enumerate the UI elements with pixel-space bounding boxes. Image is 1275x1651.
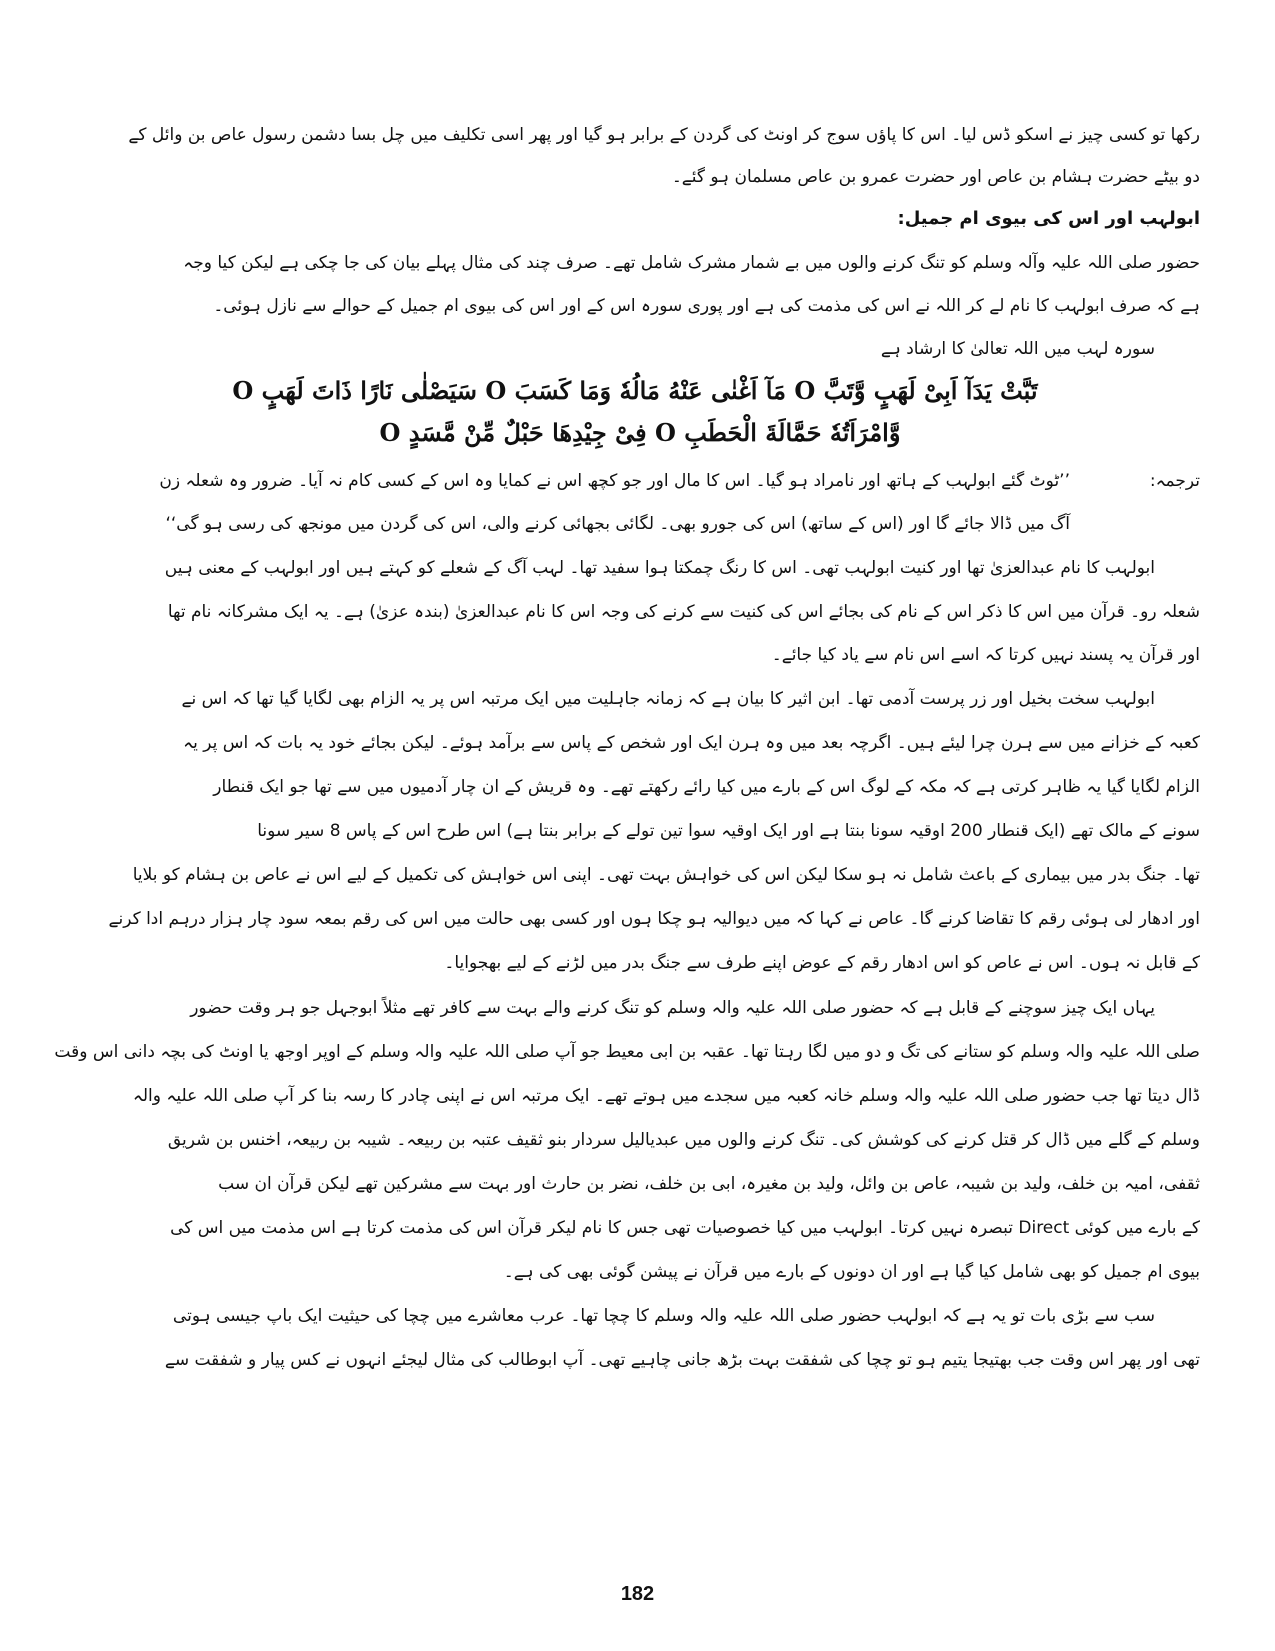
quran-verse-line: وَّامْرَاَتُهٗ حَمَّالَةَ الْحَطَبِ O فِیْ جِيْدِهَا حَبْلٌ مِّنْ مَّسَدٍ O [379,418,901,447]
text-line: تھا۔ جنگ بدر میں بیماری کے باعث شامل نہ ہو سکا لیکن اس کی خواہش بہت تھی۔ اپنی اس خواہش کی تکمیل کے لیے اس نے عاص بن ہشام کو بلایا [132,865,1200,885]
quran-verse-line: تَبَّتْ يَدَآ اَبِیْ لَهَبٍ وَّتَبَّ O مَآ اَغْنٰی عَنْهُ مَالُهٗ وَمَا كَسَبَ O سَيَصْلٰى نَارًا ذَاتَ لَهَبٍ O [232,376,1038,405]
text-line: سونے کے مالک تھے (ایک قنطار 200 اوقیہ سونا بنتا ہے اور ایک اوقیہ سوا تین تولے کے برابر بنتا ہے) اس طرح اس کے پاس 8 سیر سونا [257,821,1200,841]
text-line: اور قرآن یہ پسند نہیں کرتا کہ اسے اس نام سے یاد کیا جائے۔ [771,645,1200,665]
text-line: الزام لگایا گیا یہ ظاہر کرتی ہے کہ مکہ کے لوگ اس کے بارے میں کیا رائے رکھتے تھے۔ وہ قریش کے ان چار آدمیوں میں سے تھا جو ایک قنطار [213,777,1200,797]
text-line: ڈال دیتا تھا جب حضور صلی اللہ علیہ والہ وسلم خانہ کعبہ میں سجدے میں ہوتے تھے۔ ایک مرتبہ اس نے اپنی چادر کا رسہ بنا کر آپ صلی اللہ علیہ والہ [132,1086,1200,1106]
text-line: وسلم کے گلے میں ڈال کر قتل کرنے کی کوشش کی۔ تنگ کرنے والوں میں عبدیالیل سردار بنو ثقیف عتبہ بن ربیعہ۔ شیبہ بن ربیعہ، اخنس بن شریق [167,1130,1200,1150]
text-line: یہاں ایک چیز سوچنے کے قابل ہے کہ حضور صلی اللہ علیہ والہ وسلم کو تنگ کرنے والے بہت سے کافر تھے مثلاً ابوجہل جو ہر وقت حضور [190,998,1155,1018]
text-line: ابولہب سخت بخیل اور زر پرست آدمی تھا۔ ابن اثیر کا بیان ہے کہ زمانہ جاہلیت میں ایک مرتبہ اس پر یہ الزام بھی لگایا گیا تھا کہ اس نے [181,689,1155,709]
text-line: شعلہ رو۔ قرآن میں اس کا ذکر اس کے نام کی بجائے اس کی کنیت سے کرنے کی وجہ اس کا نام عبدالعزیٰ (بندہ عزیٰ) ہے۔ یہ ایک مشرکانہ نام تھا [167,602,1200,622]
text-line: ثقفی، امیہ بن خلف، ولید بن شیبہ، عاص بن وائل، ولید بن مغیرہ، ابی بن خلف، نضر بن حارث اور بہت سے مشرکین تھے لیکن قرآن ان سب [218,1174,1200,1194]
text-line: سورہ لہب میں اللہ تعالیٰ کا ارشاد ہے [880,339,1155,359]
text-line: ابولہب کا نام عبدالعزیٰ تھا اور کنیت ابولہب تھی۔ اس کا رنگ چمکتا ہوا سفید تھا۔ لہب آگ کے شعلے کو کہتے ہیں اور ابولہب کے معنی ہیں [164,558,1155,578]
text-line: بیوی ام جمیل کو بھی شامل کیا گیا ہے اور ان دونوں کے بارے میں قرآن نے پیشن گوئی بھی کی ہے۔ [503,1262,1200,1282]
text-line: سب سے بڑی بات تو یہ ہے کہ ابولہب حضور صلی اللہ علیہ والہ وسلم کا چچا تھا۔ عرب معاشرے میں چچا کی حیثیت ایک باپ جیسی ہوتی [172,1306,1155,1326]
translation-line: آگ میں ڈالا جائے گا اور (اس کے ساتھ) اس کی جورو بھی۔ لگائی بجھائی کرنے والی، اس کی گردن میں مونجھ کی رسی ہو گی‘‘ [165,514,1070,534]
text-line: کعبہ کے خزانے میں سے ہرن چرا لیئے ہیں۔ اگرچہ بعد میں وہ ہرن ایک اور شخص کے پاس سے برآمد ہوئے۔ لیکن بجائے خود یہ بات کہ اس پر یہ [183,733,1200,753]
text-line: ہے کہ صرف ابولہب کا نام لے کر اللہ نے اس کی مذمت کی ہے اور پوری سورہ اس کے اور اس کی بیوی ام جمیل کے حوالے سے نازل ہوئی۔ [213,296,1200,316]
translation-line: ’’ٹوٹ گئے ابولہب کے ہاتھ اور نامراد ہو گیا۔ اس کا مال اور جو کچھ اس نے کمایا وہ اس کے کسی کام نہ آیا۔ ضرور وہ شعلہ زن [159,471,1070,491]
section-heading: ابولہب اور اس کی بیوی ام جمیل: [897,208,1200,229]
page-number: 182 [620,1583,655,1605]
text-line: تھی اور پھر اس وقت جب بھتیجا یتیم ہو تو چچا کی شفقت بہت بڑھ جانی چاہیے تھی۔ آپ ابوطالب کی مثال لیجئے انہوں نے کس پیار و شفقت سے [164,1350,1200,1370]
text-line: اور ادھار لی ہوئی رقم کا تقاضا کرنے گا۔ عاص نے کہا کہ میں دیوالیہ ہو چکا ہوں اور کسی بھی حالت میں اس کی رقم بمعہ سود چار ہزار درہم ادا کرنے [108,909,1200,929]
translation-label: ترجمہ: [1149,471,1200,491]
text-line: صلی اللہ علیہ والہ وسلم کو ستانے کی تگ و دو میں لگا رہتا تھا۔ عقبہ بن ابی معیط جو آپ صلی اللہ علیہ والہ وسلم کے اوپر اوجھ یا اونٹ کی بچہ دانی اس وقت [54,1042,1200,1062]
text-line: کے قابل نہ ہوں۔ اس نے عاص کو اس ادھار رقم کے عوض اپنے طرف سے جنگ بدر میں لڑنے کے لیے بھجوایا۔ [444,953,1200,973]
text-line: حضور صلی اللہ علیہ وآلہ وسلم کو تنگ کرنے والوں میں بے شمار مشرک شامل تھے۔ صرف چند کی مثال پہلے بیان کی جا چکی ہے لیکن کیا وجہ [183,253,1200,273]
text-line: رکھا تو کسی چیز نے اسکو ڈس لیا۔ اس کا پاؤں سوج کر اونٹ کی گردن کے برابر ہو گیا اور پھر اسی تکلیف میں چل بسا دشمن رسول عاص بن وائل کے [128,125,1200,145]
text-line: دو بیٹے حضرت ہشام بن عاص اور حضرت عمرو بن عاص مسلمان ہو گئے۔ [671,167,1200,187]
text-line: کے بارے میں کوئی Direct تبصرہ نہیں کرتا۔ ابولہب میں کیا خصوصیات تھی جس کا نام لیکر قرآن اس کی مذمت کرتا ہے اس مذمت میں اس کی [170,1218,1200,1238]
